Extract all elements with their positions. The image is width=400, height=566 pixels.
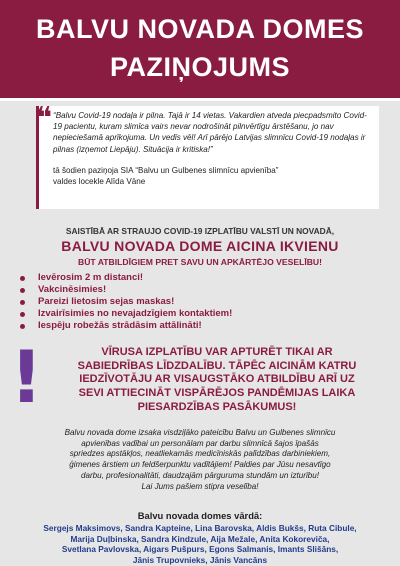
quote-source-line2: valdes locekle Alīda Vāne (53, 176, 146, 186)
quote-box (36, 101, 379, 209)
thanks-paragraph: Balvu novada dome izsaka visdziļāko pateicību Balvu un Gulbenes slimnīcu apvienības vadībai un personālam par darbu slimnīcā šajos īpašās spriedzes apstākļos, neatliekamās medicīniskās palīdzības darbiniekiem, ģimenes ārstiem un feldšerpunktu vadītājiem! Paldies par Jūsu nesavtīgo darbu, profesionalitāti, daudzajām pārguruma stundām un izturību! Lai Jums pašiem stipra veselība! (64, 428, 336, 491)
advice-list (20, 272, 232, 332)
members-list: Sergejs Maksimovs, Sandra Kapteine, Lina Barovska, Aldis Bukšs, Ruta Cibule, Marija Duļbinska, Sandra Kindzule, Aija Mežale, Anita Kokoreviča, Svetlana Pavlovska, Aigars Pušpurs, Egons Salmanis, Imants Slišāns, Jānis Trupovnieks, Jānis Vancāns (43, 523, 357, 565)
members-title: Balvu novada domes vārdā: (137, 510, 263, 521)
page-title-line2: PAZIŅOJUMS (109, 52, 290, 82)
appeal-subheading: BŪT ATBILDĪGIEM PRET SAVU UN APKĀRTĒJO VESELĪBU! (78, 257, 322, 267)
appeal-intro: SAISTĪBĀ AR STRAUJO COVID-19 IZPLATĪBU VALSTĪ UN NOVADĀ, (65, 226, 335, 236)
quote-text: “Balvu Covid-19 nodaļa ir pilna. Tajā ir 14 vietas. Vakardien atveda piecpadsmito Covid-19 pacientu, kuram slimīca vairs nevar nodrošināt pilnvērtīgu ārstēšanu, jo nav nepieciešamā aprīkojuma. Un vedīs vēl! Arī pārējo Latvijas slimnīcu Covid-19 nodaļas ir pilnas (izņemot Liepāju). Situācija ir kritiska!” (53, 111, 367, 154)
bullet-icon (20, 276, 25, 281)
exclamation-icon: ! (10, 335, 43, 419)
appeal-heading: BALVU NOVADA DOME AICINA IKVIENU (61, 238, 339, 254)
bullet-icon (20, 312, 25, 317)
quote-mark-icon: ❝ (36, 101, 53, 136)
list-item: Pareizi lietosim sejas maskas! (20, 296, 232, 308)
quote-source-line1: tā šodien paziņoja SIA “Balvu un Gulbenes slimnīcu apvienība” (53, 165, 279, 175)
list-item: Vakcinēsimies! (20, 284, 232, 296)
list-item: Ievērosim 2 m distanci! (20, 272, 232, 284)
header-banner (0, 0, 400, 101)
bullet-icon (20, 288, 25, 293)
virus-message: VĪRUSA IZPLATĪBU VAR APTURĒT TIKAI AR SABIEDRĪBAS LĪDZDALĪBU. TĀPĒC AICINĀM KATRU IEDZĪVOTĀJU AR VISAUGSTĀKO ATBILDĪBU ARĪ UZ SEVI ATTIECINĀT VISPĀRĒJOS PANDĒMIJAS LAIKA PIESARDZĪBAS PASĀKUMUS! (77, 346, 357, 413)
list-item: Iespēju robežās strādāsim attālināti! (20, 320, 232, 332)
bullet-icon (20, 324, 25, 329)
list-item: Izvairīsimies no nevajadzīgiem kontaktiem! (20, 308, 232, 320)
bullet-icon (20, 300, 25, 305)
quote-source (53, 165, 371, 187)
page-title-line1: BALVU NOVADA DOMES (35, 14, 364, 44)
